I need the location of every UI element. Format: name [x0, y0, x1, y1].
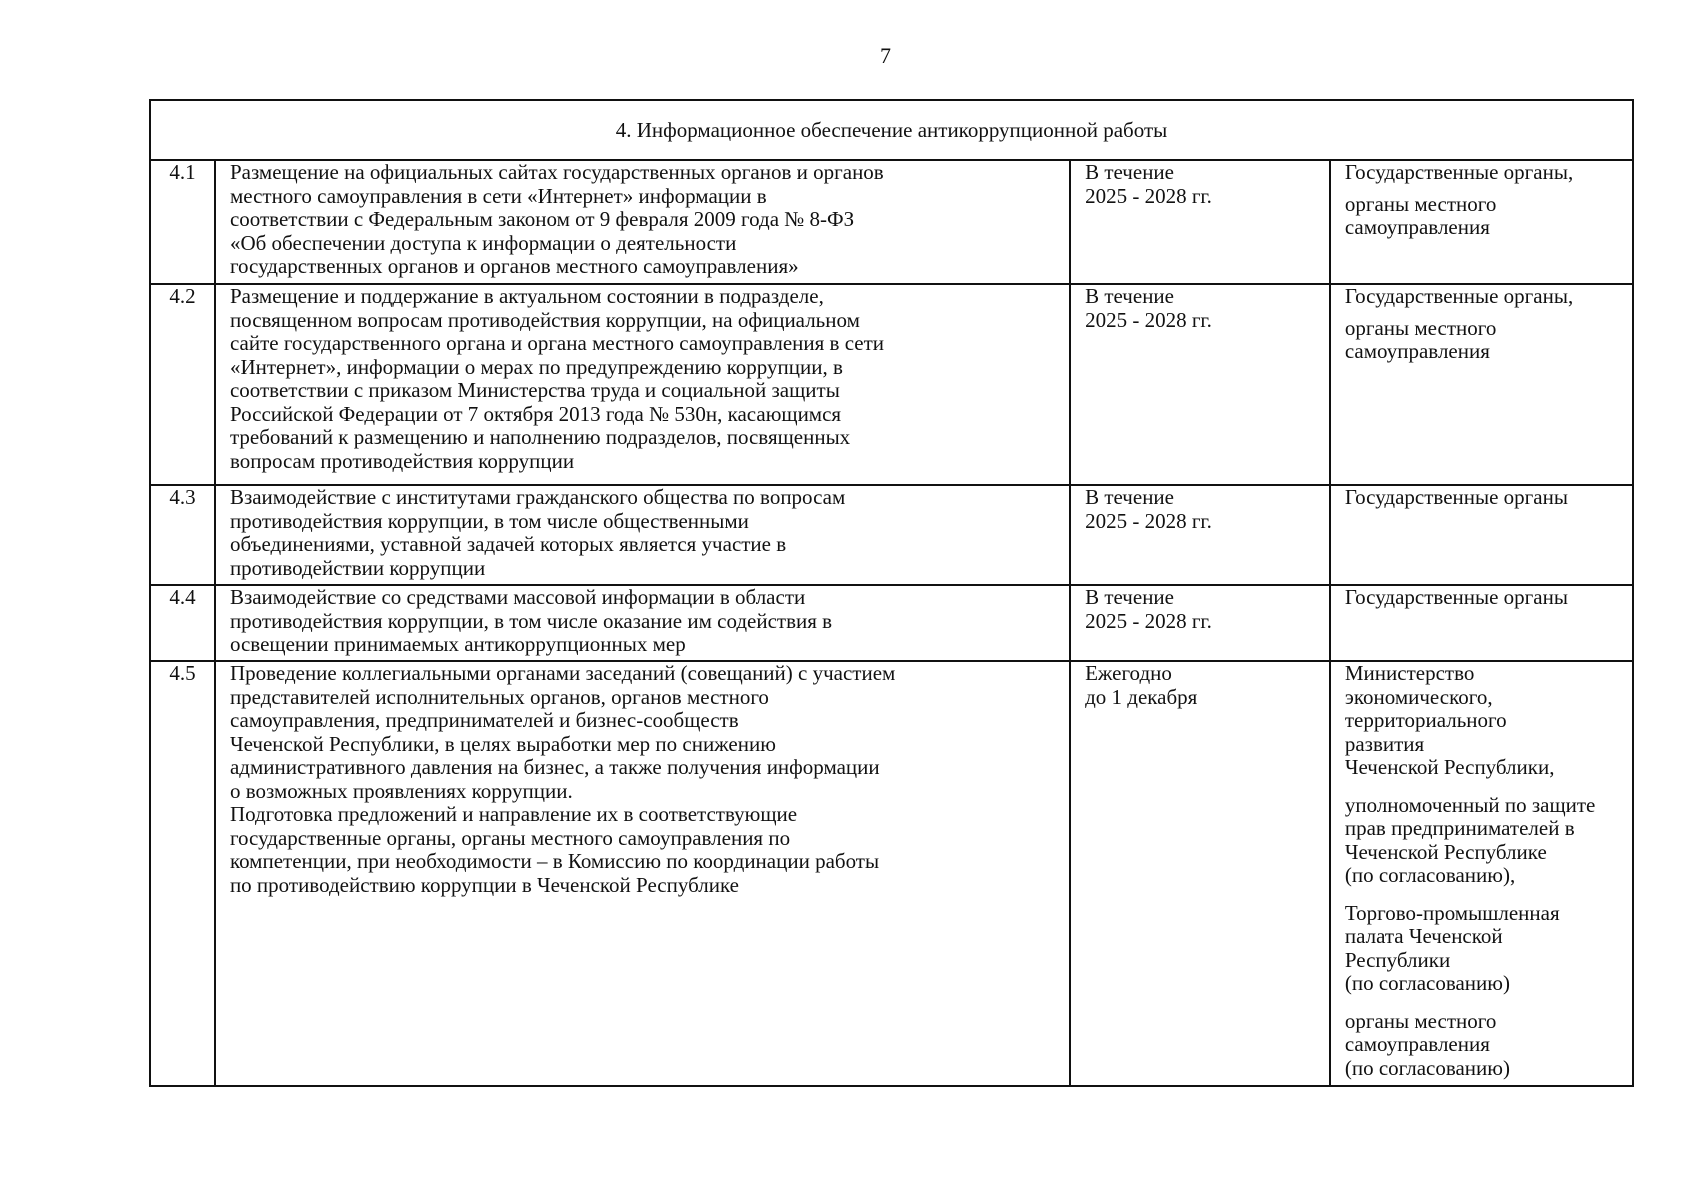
responsible-line: самоуправления [1344, 215, 1490, 239]
responsible-line: прав предпринимателей в [1344, 816, 1575, 840]
term-line: 2025 - 2028 гг. [1085, 508, 1212, 533]
row-number: 4.5 [150, 661, 215, 1086]
event-line: компетенции, при необходимости – в Комиссию по координации работы [229, 849, 880, 873]
term-line: В течение [1085, 485, 1174, 509]
row-number: 4.3 [150, 485, 215, 585]
event-line: противодействия коррупции, в том числе общественными [229, 508, 749, 533]
event-line: Проведение коллегиальными органами заседаний (совещаний) с участием [229, 661, 896, 685]
section-title: 4. Информационное обеспечение антикоррупционной работы [150, 100, 1633, 160]
responsible-line: палата Чеченской [1344, 924, 1503, 948]
responsible-line: Чеченской Республики, [1344, 755, 1555, 779]
event-line: государственные органы, органы местного самоуправления по [229, 825, 791, 850]
section-header-row [150, 100, 1633, 160]
term-line: 2025 - 2028 гг. [1085, 608, 1212, 633]
event-line: соответствии с Федеральным законом от 9 февраля 2009 года № 8-ФЗ [229, 207, 855, 231]
event-line: Российской Федерации от 7 октября 2013 года № 530н, касающимся [229, 401, 842, 426]
event-line: государственных органов и органов местного самоуправления» [229, 254, 799, 278]
term-line: Ежегодно [1085, 661, 1172, 685]
event-line: административного давления на бизнес, а также получения информации [229, 755, 880, 779]
responsible-line: Торгово-промышленная [1344, 900, 1560, 925]
responsible-group-ministry [1345, 662, 1618, 780]
row-number: 4.2 [150, 284, 215, 485]
responsible-line: Чеченской Республике [1344, 839, 1547, 864]
responsible-line: Государственные органы [1344, 585, 1568, 609]
event-line: объединениями, уставной задачей которых является участие в [229, 532, 787, 556]
event-line: о возможных проявлениях коррупции. [229, 778, 573, 803]
term-line: до 1 декабря [1085, 684, 1198, 709]
term-line: В течение [1085, 160, 1174, 184]
responsible-group-chamber [1345, 902, 1618, 996]
responsible-line: Государственные органы, [1344, 284, 1574, 308]
event-line: освещении принимаемых антикоррупционных мер [229, 632, 686, 656]
responsible-group-ombudsman [1345, 794, 1618, 888]
event-line: сайте государственного органа и органа местного самоуправления в сети [229, 331, 885, 355]
event-cell [215, 585, 1070, 661]
responsible-line: органы местного [1344, 1008, 1497, 1033]
event-line: «Интернет», информации о мерах по предупреждению коррупции, в [229, 354, 843, 379]
responsible-line: территориального [1344, 708, 1507, 732]
term-line: 2025 - 2028 гг. [1085, 183, 1212, 208]
table-row [150, 160, 1633, 284]
table-row [150, 485, 1633, 585]
event-line: «Об обеспечении доступа к информации о деятельности [229, 230, 737, 255]
page-number: 7 [880, 43, 891, 68]
term-line: В течение [1085, 284, 1174, 308]
event-line: представителей исполнительных органов, органов местного [229, 684, 769, 709]
event-cell [215, 160, 1070, 284]
event-line: Размещение и поддержание в актуальном состоянии в подразделе, [229, 284, 824, 308]
table-row [150, 284, 1633, 485]
responsible-line: (по согласованию) [1344, 971, 1510, 995]
responsible-line: (по согласованию) [1344, 1055, 1510, 1080]
event-line: по противодействию коррупции в Чеченской Республике [229, 872, 739, 897]
row-number: 4.4 [150, 585, 215, 661]
responsible-line: органы местного [1344, 315, 1497, 340]
event-line: требований к размещению и наполнению подразделов, посвященных [229, 425, 851, 449]
term-cell [1070, 160, 1330, 284]
responsible-cell [1330, 160, 1633, 284]
responsible-line: самоуправления [1344, 339, 1490, 363]
term-line: В течение [1085, 585, 1174, 609]
responsible-cell [1330, 284, 1633, 485]
responsible-line: Государственные органы, [1344, 160, 1574, 184]
event-cell [215, 284, 1070, 485]
responsible-cell [1330, 661, 1633, 1086]
event-line: самоуправления, предпринимателей и бизнес-сообществ [229, 708, 739, 732]
event-line: Взаимодействие с институтами гражданского общества по вопросам [229, 485, 846, 509]
responsible-line: развития [1344, 731, 1425, 756]
row-number: 4.1 [150, 160, 215, 284]
responsible-line: органы местного [1344, 191, 1497, 216]
responsible-line: самоуправления [1344, 1032, 1490, 1056]
term-cell [1070, 485, 1330, 585]
term-line: 2025 - 2028 гг. [1085, 307, 1212, 332]
event-line: Взаимодействие со средствами массовой информации в области [229, 585, 806, 609]
term-cell [1070, 661, 1330, 1086]
responsible-cell [1330, 585, 1633, 661]
event-line: местного самоуправления в сети «Интернет» информации в [229, 183, 767, 208]
event-line: противодействия коррупции, в том числе оказание им содействия в [229, 608, 833, 633]
responsible-line: Государственные органы [1344, 485, 1568, 509]
event-line: посвященном вопросам противодействия коррупции, на официальном [229, 307, 860, 332]
event-line: Подготовка предложений и направление их в соответствующие [229, 802, 798, 826]
responsible-line: уполномоченный по защите [1344, 792, 1596, 817]
responsible-line: Республики [1344, 947, 1451, 972]
event-cell [215, 661, 1070, 1086]
event-line: противодействии коррупции [229, 555, 486, 580]
responsible-cell [1330, 485, 1633, 585]
responsible-line: экономического, [1344, 684, 1493, 709]
event-cell [215, 485, 1070, 585]
responsible-group-local [1345, 1010, 1618, 1081]
responsible-line: (по согласованию), [1344, 863, 1516, 887]
event-line: Размещение на официальных сайтах государственных органов и органов [229, 160, 884, 184]
responsible-line: Министерство [1344, 661, 1475, 685]
term-cell [1070, 585, 1330, 661]
event-line: вопросам противодействия коррупции [229, 448, 575, 473]
event-line: соответствии с приказом Министерства труда и социальной защиты [229, 378, 840, 402]
term-cell [1070, 284, 1330, 485]
event-line: Чеченской Республики, в целях выработки мер по снижению [229, 731, 776, 756]
table-row [150, 661, 1633, 1086]
anticorruption-plan-table [149, 99, 1634, 1087]
table-row [150, 585, 1633, 661]
